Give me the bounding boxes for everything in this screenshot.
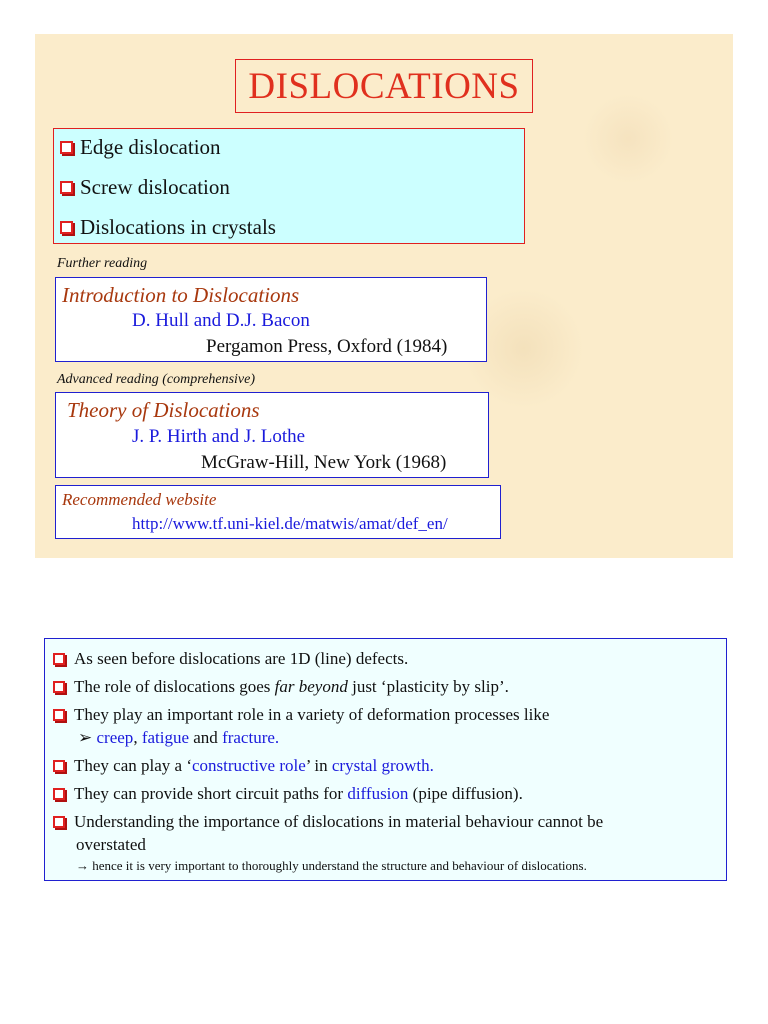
note-item (53, 677, 509, 697)
book-card-hirth (55, 392, 489, 478)
topic-item-crystals (60, 215, 276, 240)
checkbox-bullet-icon (53, 760, 65, 772)
note-subitem: ➢ creep, fatigue and fracture. (78, 728, 280, 747)
note-item (53, 705, 549, 725)
book-title: Introduction to Dislocations (62, 283, 300, 307)
term-creep: creep (96, 728, 134, 747)
checkbox-bullet-icon (53, 709, 65, 721)
book-title: Theory of Dislocations (67, 398, 260, 422)
book-card-hull (55, 277, 487, 362)
note-text: They can provide short circuit paths for diffusion (pipe diffusion). (74, 784, 523, 803)
book-publisher: McGraw-Hill, New York (1968) (201, 452, 447, 473)
note-item (53, 649, 408, 669)
advanced-reading-label: Advanced reading (comprehensive) (57, 372, 255, 387)
checkbox-bullet-icon (60, 141, 73, 154)
note-item (53, 756, 434, 776)
book-authors: D. Hull and D.J. Bacon (132, 310, 310, 331)
note-item (53, 812, 603, 832)
note-text: The role of dislocations goes far beyond just ‘plasticity by slip’. (74, 677, 509, 696)
book-publisher: Pergamon Press, Oxford (1984) (206, 336, 448, 357)
checkbox-bullet-icon (53, 788, 65, 800)
topic-label: Dislocations in crystals (80, 215, 276, 239)
arrow-bullet-icon: ➢ (78, 728, 93, 747)
website-link[interactable]: http://www.tf.uni-kiel.de/matwis/amat/def_en/ (132, 514, 448, 533)
note-conclusion: → hence it is very important to thoroughly understand the structure and behaviour of dislocations. (76, 858, 587, 873)
website-label: Recommended website (62, 490, 217, 509)
note-text: Understanding the importance of dislocations in material behaviour cannot be (74, 812, 604, 831)
checkbox-bullet-icon (53, 653, 65, 665)
term-fracture: fracture. (222, 728, 280, 747)
topic-label: Edge dislocation (80, 135, 221, 159)
topics-box (53, 128, 525, 244)
checkbox-bullet-icon (60, 181, 73, 194)
note-text: As seen before dislocations are 1D (line) defects. (74, 649, 409, 668)
note-text: They play an important role in a variety of deformation processes like (74, 705, 550, 724)
notes-box (44, 638, 727, 881)
topic-label: Screw dislocation (80, 175, 230, 199)
page-title: DISLOCATIONS (235, 59, 533, 113)
topic-item-edge (60, 135, 221, 160)
website-card (55, 485, 501, 539)
checkbox-bullet-icon (53, 816, 65, 828)
further-reading-label: Further reading (57, 256, 148, 271)
topic-item-screw (60, 175, 230, 200)
checkbox-bullet-icon (53, 681, 65, 693)
note-continuation: overstated (76, 835, 146, 854)
note-text: They can play a ‘constructive role’ in crystal growth. (74, 756, 434, 775)
checkbox-bullet-icon (60, 221, 73, 234)
book-authors: J. P. Hirth and J. Lothe (132, 426, 306, 447)
note-item (53, 784, 523, 804)
term-fatigue: fatigue (141, 728, 190, 747)
